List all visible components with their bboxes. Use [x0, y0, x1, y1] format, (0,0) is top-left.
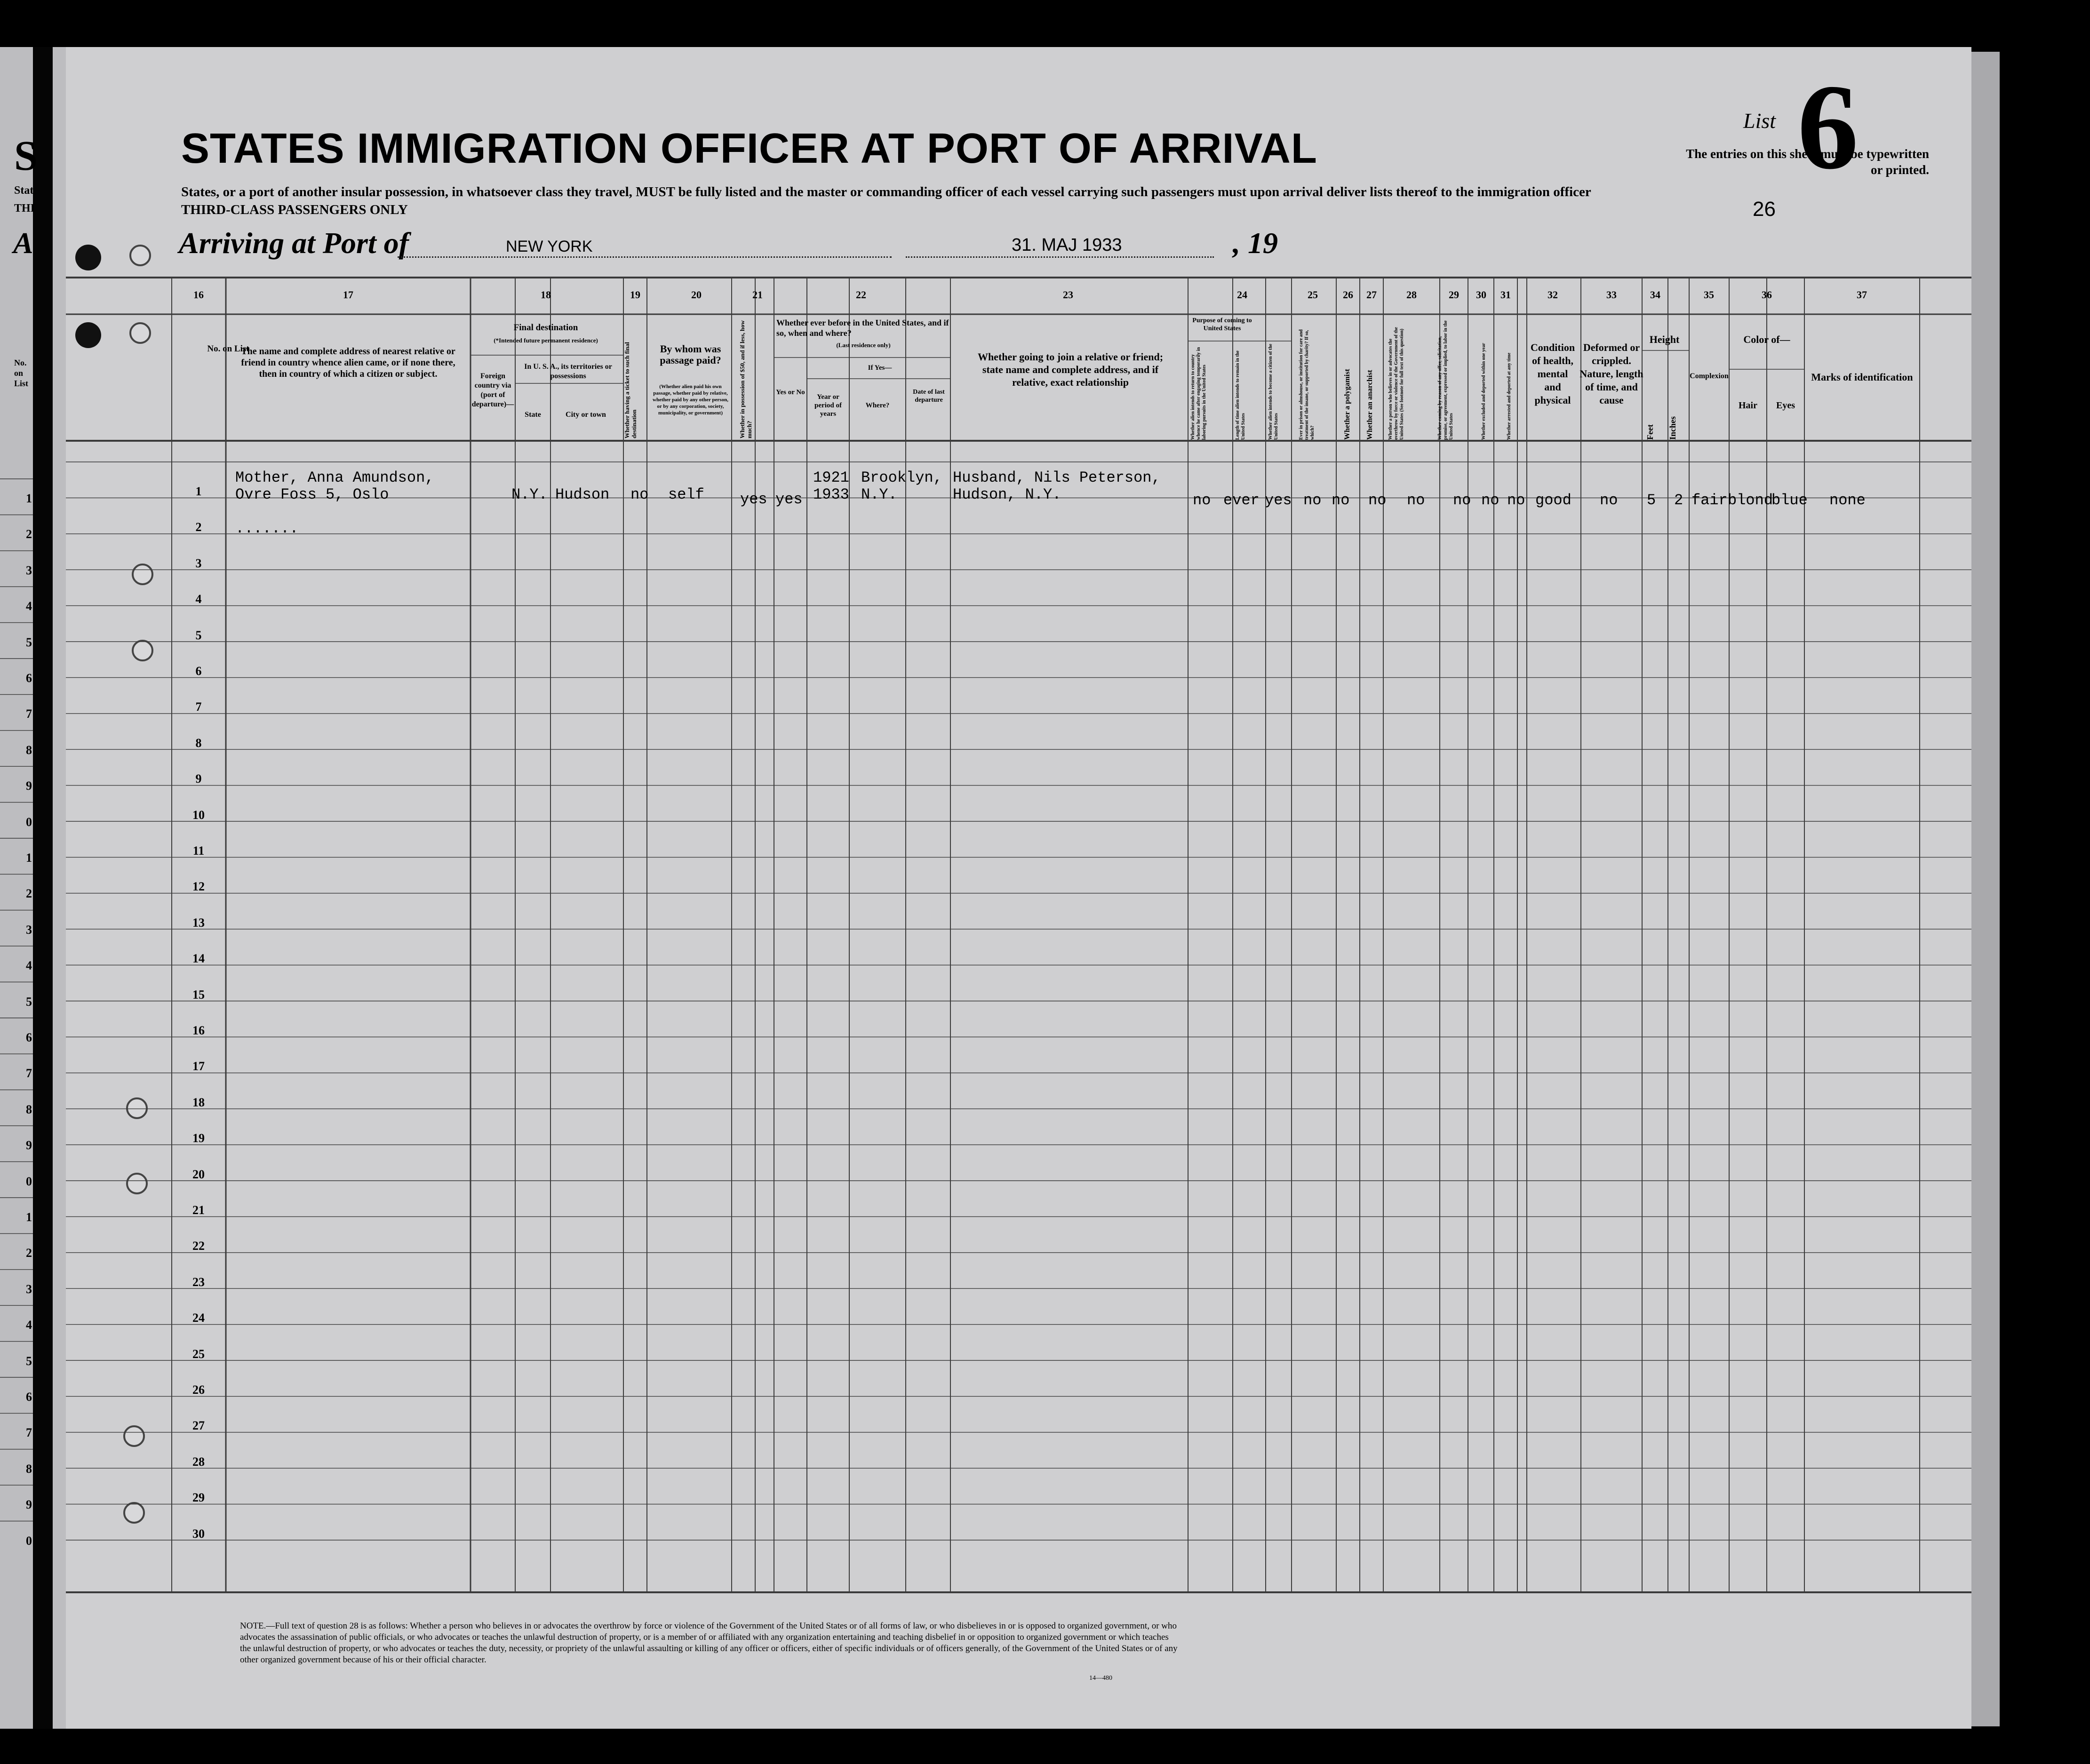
column-number: 19 [630, 289, 640, 301]
column-number: 23 [1063, 289, 1073, 301]
col26-value: no [1332, 492, 1350, 509]
row-number: 18 [192, 1095, 205, 1109]
row-number: 24 [192, 1311, 205, 1325]
relative-address: Ovre Foss 5, Oslo [235, 486, 389, 503]
col27-value: no [1368, 492, 1387, 509]
left-page-row-number: 6 [26, 671, 32, 685]
col28-value: no [1407, 492, 1425, 509]
left-page-fragment: Stat [14, 184, 34, 197]
row-number: 19 [192, 1131, 205, 1145]
row-number: 9 [195, 772, 202, 786]
entries-note: The entries on this sheet must be typewritten or printed. [1686, 147, 1929, 177]
column-number: 30 [1476, 289, 1486, 301]
column-number: 37 [1857, 289, 1867, 301]
left-page-row-number: 2 [26, 1246, 32, 1260]
column-number: 27 [1366, 289, 1377, 301]
purpose-citizen: yes [1265, 492, 1292, 509]
row-number: 23 [192, 1275, 205, 1289]
left-page-row-number: 1 [26, 851, 32, 865]
header-col30: Whether excluded and deported within one year [1481, 343, 1486, 440]
column-number: 28 [1406, 289, 1417, 301]
left-page-row-number: 5 [26, 994, 32, 1009]
page-title: STATES IMMIGRATION OFFICER AT PORT OF ARRIVAL [181, 125, 1317, 172]
ever-before-value: yes [775, 491, 803, 508]
condition-value: good [1535, 492, 1571, 509]
sheet-number: 26 [1753, 198, 1776, 221]
fifty-dollars-value: yes [740, 491, 767, 508]
header-condition: Condition of health, mental and physical [1530, 342, 1575, 406]
row-number: 28 [192, 1454, 205, 1469]
relative-name: Mother, Anna Amundson, [235, 469, 434, 486]
left-page-row-number: 3 [26, 1282, 32, 1296]
header-in-usa: In U. S. A., its territories or possessions [524, 363, 612, 380]
header-col27: Whether an anarchist [1366, 370, 1374, 440]
column-number: 29 [1449, 289, 1459, 301]
height-feet: 5 [1647, 492, 1656, 509]
row-number: 8 [195, 736, 202, 750]
header-foreign-country: Foreign country via (port of departure)— [471, 372, 514, 408]
column-number: 31 [1500, 289, 1511, 301]
years-line1: 1921 [813, 469, 849, 486]
header-city: City or town [566, 411, 606, 419]
header-where: Where? [865, 402, 890, 409]
left-page-row-number: 5 [26, 635, 32, 649]
header-purpose-return: Whether alien intends to return to country whence he came after engaging temporarily in laboring pursuits in the United States [1190, 347, 1207, 440]
row-number: 20 [192, 1167, 205, 1181]
col25-value: no [1303, 492, 1322, 509]
left-page-row-number: 2 [26, 527, 32, 541]
column-number: 35 [1704, 289, 1714, 301]
row-number: 29 [192, 1491, 205, 1505]
form-code: 14—480 [1089, 1675, 1112, 1682]
left-page-row-number: 8 [26, 743, 32, 757]
header-purpose-length: Length of time alien intends to remain in the United States [1235, 350, 1246, 440]
header-state: State [525, 411, 541, 419]
column-number: 20 [691, 289, 702, 301]
header-complexion: Complexion [1690, 372, 1729, 380]
header-year-or-period: Year or period of years [814, 393, 842, 418]
column-number: 33 [1606, 289, 1617, 301]
header-final-destination: Final destination [513, 323, 578, 333]
row-number: 1 [195, 485, 202, 498]
row-number: 4 [195, 592, 202, 606]
left-page-row-number: 9 [26, 1498, 32, 1512]
left-page-row-number: 4 [26, 1318, 32, 1332]
header-col29: Whether coming by reason of any offer, solicitation, promise, or agreement, expressed or implied, to labor in the United States [1437, 320, 1454, 440]
header-col28: Whether a person who believes in or advocates the overthrow by force or violence of the Government of the United States (See footnote for full text of this question) [1388, 327, 1404, 440]
left-page-row-number: 2 [26, 887, 32, 901]
col30-value: no [1481, 492, 1500, 509]
header-nearest-relative: The name and complete address of nearest relative or friend in country whence alien came, or if none there, then in country of which a citizen or subject. [241, 346, 455, 379]
row-number: 7 [195, 700, 202, 714]
where-line2: N.Y. [861, 486, 897, 503]
list-number: 6 [1797, 59, 1859, 195]
left-page-row-number: 0 [26, 1174, 32, 1188]
header-eyes: Eyes [1776, 400, 1795, 411]
row-number: 21 [192, 1203, 205, 1217]
left-page-fragment: A [13, 226, 33, 260]
left-page-row-number: 4 [26, 599, 32, 613]
destination-state: N.Y. [511, 486, 548, 503]
column-number: 36 [1762, 289, 1772, 301]
header-col25: Ever in prison or almshouse, or institution for care and treatment of the insane, or supported by charity? If so, which? [1299, 329, 1315, 440]
row-number: 15 [192, 987, 205, 1001]
purpose-return: no [1193, 492, 1211, 509]
ticket-value: no [630, 486, 649, 503]
column-number: 18 [541, 289, 551, 301]
header-date-departure: Date of last departure [913, 389, 945, 404]
left-page-row-number: 7 [26, 1066, 32, 1081]
header-joining-relative: Whether going to join a relative or friend; state name and complete address, and if relative, exact relationship [977, 351, 1164, 388]
column-number: 24 [1237, 289, 1247, 301]
header-purpose: Purpose of coming to United States [1192, 317, 1252, 332]
header-marks: Marks of identification [1811, 371, 1913, 383]
header-final-destination-sub: (*Intended future permanent residence) [494, 337, 598, 344]
row-number: 26 [192, 1383, 205, 1397]
header-deformed: Deformed or crippled. Nature, length of time, and cause [1579, 342, 1643, 406]
height-inches: 2 [1674, 492, 1683, 509]
complexion-value: fair [1691, 492, 1728, 509]
row-number: 27 [192, 1419, 205, 1433]
left-page-row-number: 1 [26, 492, 32, 505]
column-number: 25 [1308, 289, 1318, 301]
row-number: 12 [192, 880, 205, 894]
left-page-row-number: 7 [26, 1426, 32, 1440]
header-height: Height [1649, 334, 1680, 345]
column-number: 34 [1650, 289, 1660, 301]
instruction-note: States, or a port of another insular possession, in whatsoever class they travel, MUST be fully listed and the master or commanding officer of each vessel carrying such passengers must upon arrival deliver lists thereof to the immigration officer [181, 184, 1591, 199]
left-page-letter: S [14, 133, 38, 179]
purpose-length: ever [1223, 492, 1260, 509]
left-page-row-number: 4 [26, 959, 32, 973]
left-page-row-number: 6 [26, 1031, 32, 1044]
row-number: 22 [192, 1239, 205, 1253]
year-prefix: , 19 [1233, 226, 1278, 260]
column-number: 21 [752, 289, 763, 301]
header-color-of: Color of— [1743, 334, 1790, 345]
header-col26: Whether a polygamist [1343, 369, 1351, 440]
left-page-row-number: 9 [26, 1138, 32, 1152]
row-number: 30 [192, 1526, 205, 1541]
arrival-date: 31. MAJ 1933 [1012, 235, 1122, 255]
row-number: 13 [192, 915, 205, 930]
left-page-fragment: THI [14, 202, 35, 215]
left-page-row-number: 0 [26, 815, 32, 829]
row-number: 10 [192, 808, 205, 822]
header-feet: Feet [1645, 424, 1655, 440]
column-number: 16 [193, 289, 204, 301]
row2-relative: ....... [235, 520, 299, 537]
row-number: 16 [192, 1024, 205, 1037]
header-ever-before: Whether ever before in the United States, and if so, when and where? [776, 318, 949, 338]
header-yes-or-no: Yes or No [776, 389, 805, 396]
col29-value: no [1453, 492, 1471, 509]
column-number: 26 [1343, 289, 1353, 301]
left-page-row-number: 3 [26, 922, 32, 937]
hair-value: blond [1728, 492, 1773, 509]
header-fifty-dollars: Whether in possession of $50, and if less, how much? [739, 320, 753, 438]
class-label: THIRD-CLASS PASSENGERS ONLY [181, 202, 408, 217]
deformed-value: no [1600, 492, 1618, 509]
header-passage-paid: By whom was passage paid? [660, 343, 721, 366]
left-page-row-number: 1 [26, 1210, 32, 1224]
list-label: List [1743, 109, 1776, 133]
passage-paid-value: self [668, 486, 704, 503]
header-no-on-list: No. on List [207, 344, 249, 354]
row-number: 17 [192, 1059, 205, 1073]
left-page-row-number: 0 [26, 1534, 32, 1548]
column-number: 17 [343, 289, 353, 301]
col31-value: no [1507, 492, 1525, 509]
row-number: 14 [192, 952, 205, 966]
row-number: 6 [195, 664, 202, 678]
joining-line2: Hudson, N.Y. [953, 486, 1061, 503]
header-col31: Whether arrested and deported at any time [1507, 352, 1512, 440]
column-number: 22 [856, 289, 866, 301]
left-page-row-number: 3 [26, 563, 32, 577]
header-ever-before-sub: (Last residence only) [836, 342, 891, 349]
left-page-row-number: 9 [26, 779, 32, 793]
left-page-row-number: 8 [26, 1462, 32, 1476]
left-page-row-number: 5 [26, 1354, 32, 1368]
left-list-header: No. on List [14, 358, 29, 388]
header-ticket: Whether having a ticket to such final destination [623, 342, 638, 438]
port-value: NEW YORK [506, 238, 593, 255]
joining-line1: Husband, Nils Peterson, [953, 469, 1161, 486]
footnote: NOTE.—Full text of question 28 is as follows: Whether a person who believes in or advocates the overthrow by force or violence of the Government of the United States or of all forms of law, or who disbelieves in or is opposed to organized government, or who advocates the assassination of public officials, or who advocates or teaches the unlawful destruction of property, or is a member of or affiliated with any organization entertaining and teaching disbelief in or opposition to organized government or which teaches the unlawful destruction of property, or who advocates or teaches the duty, necessity, or propriety of the unlawful assaulting or killing of any officer or officers, either of specific individuals or of officers generally, of the Government of the United States or of any other organized government because of his or their official character. [240, 1621, 1178, 1665]
row-number: 25 [192, 1347, 205, 1361]
left-page-row-number: 6 [26, 1390, 32, 1404]
row-number: 5 [195, 628, 202, 642]
marks-value: none [1829, 492, 1866, 509]
arriving-port-label: Arriving at Port of [179, 226, 409, 260]
column-number: 32 [1548, 289, 1558, 301]
destination-city: Hudson [555, 486, 610, 503]
header-hair: Hair [1739, 400, 1757, 411]
header-purpose-citizen: Whether alien intends to become a citizen of the United States [1268, 343, 1279, 440]
where-line1: Brooklyn, [861, 469, 942, 486]
left-page-row-number: 7 [26, 707, 32, 721]
row-number: 3 [195, 556, 202, 570]
header-passage-paid-sub: (Whether alien paid his own passage, whether paid by relative, whether paid by any other person, or by any corporation, society, municipality, or government) [653, 384, 728, 416]
eyes-value: blue [1771, 492, 1808, 509]
years-line2: 1933 [813, 486, 849, 503]
header-if-yes: If Yes— [868, 364, 892, 372]
row-number: 2 [195, 520, 202, 534]
left-page-row-number: 8 [26, 1102, 32, 1116]
row-number: 11 [192, 844, 205, 858]
header-inches: Inches [1668, 416, 1677, 440]
